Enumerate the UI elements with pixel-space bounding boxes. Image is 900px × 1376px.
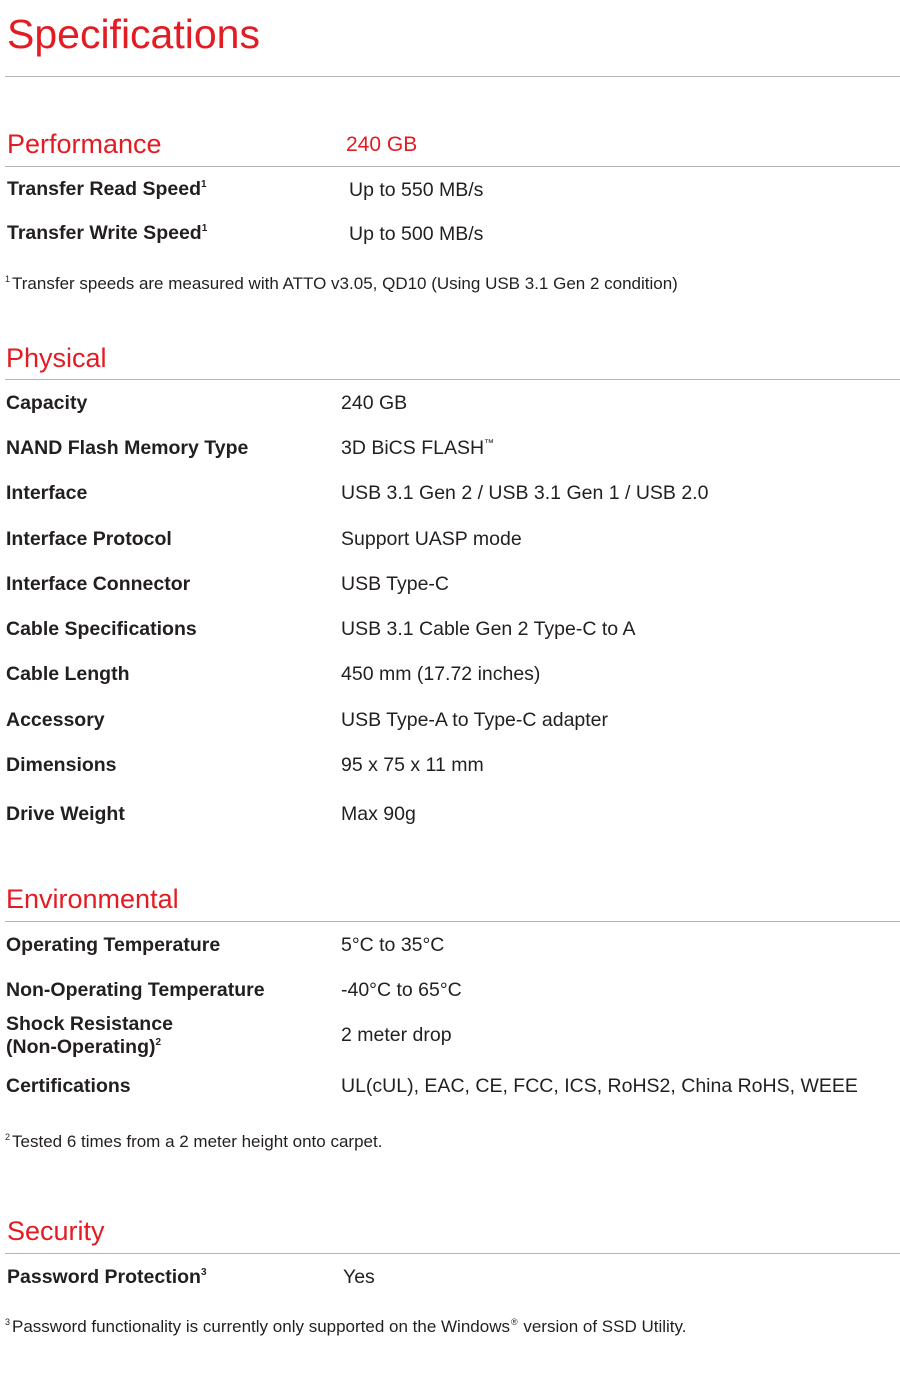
spec-value-operating-temperature: 5°C to 35°C xyxy=(341,934,445,956)
section-heading-security: Security xyxy=(7,1216,105,1246)
spec-value-write-speed: Up to 500 MB/s xyxy=(349,223,484,245)
spec-label-interface: Interface xyxy=(6,482,88,504)
footnote-1: $^1$ Transfer speeds are measured with ATTO v3.05, QD10 (Using USB 3.1 Gen 2 condition) xyxy=(5,274,678,293)
spec-value-interface-protocol: Support UASP mode xyxy=(341,528,522,550)
registered-symbol: ® xyxy=(510,1317,518,1327)
section-divider-performance xyxy=(5,166,900,167)
page-title: Specifications xyxy=(7,11,260,57)
spec-value-dimensions: 95 x 75 x 11 mm xyxy=(341,754,484,776)
spec-value-nand-type: 3D BiCS FLASH™ xyxy=(341,437,495,459)
capacity-column-header: 240 GB xyxy=(346,133,418,156)
spec-value-cable-specifications: USB 3.1 Cable Gen 2 Type-C to A xyxy=(341,618,636,640)
spec-value-accessory: USB Type-A to Type-C adapter xyxy=(341,709,609,731)
spec-value-read-speed: Up to 550 MB/s xyxy=(349,179,484,201)
section-divider-physical xyxy=(5,379,900,380)
spec-value-capacity: 240 GB xyxy=(341,392,408,414)
footnote-3: $^3$ Password functionality is currently only supported on the Windows® version of SSD Utility. xyxy=(5,1317,687,1336)
spec-value-non-operating-temperature: -40°C to 65°C xyxy=(341,979,462,1001)
spec-label-capacity: Capacity xyxy=(6,392,88,414)
footnote-ref: 2 xyxy=(155,1037,162,1049)
section-divider-security xyxy=(5,1253,900,1254)
title-divider xyxy=(5,76,900,77)
spec-label-dimensions: Dimensions xyxy=(6,754,117,776)
spec-value-interface-connector: USB Type-C xyxy=(341,573,450,595)
spec-value-cable-length: 450 mm (17.72 inches) xyxy=(341,663,541,685)
spec-value-interface: USB 3.1 Gen 2 / USB 3.1 Gen 1 / USB 2.0 xyxy=(341,482,709,504)
spec-label-non-operating-temperature: Non-Operating Temperature xyxy=(6,979,265,1001)
footnote-ref: 1 xyxy=(201,223,208,234)
spec-label-interface-connector: Interface Connector xyxy=(6,573,191,595)
spec-label-operating-temperature: Operating Temperature xyxy=(6,934,221,956)
spec-label-nand-type: NAND Flash Memory Type xyxy=(6,437,249,459)
spec-label-cable-specifications: Cable Specifications xyxy=(6,618,197,640)
footnote-2: $^2$ Tested 6 times from a 2 meter height onto carpet. xyxy=(5,1132,383,1151)
section-heading-environmental: Environmental xyxy=(6,884,179,914)
spec-label-password-protection: Password Protection$^3$ xyxy=(7,1266,207,1288)
footnote-ref: 3 xyxy=(200,1267,207,1278)
spec-value-certifications: UL(cUL), EAC, CE, FCC, ICS, RoHS2, China RoHS, WEEE xyxy=(341,1075,858,1097)
spec-value-password-protection: Yes xyxy=(343,1266,375,1288)
spec-label-certifications: Certifications xyxy=(6,1075,131,1097)
trademark-symbol: ™ xyxy=(484,438,495,449)
spec-label-cable-length: Cable Length xyxy=(6,663,130,685)
spec-label-shock-resistance: Shock Resistance (Non-Operating)$^2$ xyxy=(6,1013,173,1059)
section-heading-performance: Performance xyxy=(7,129,162,159)
spec-value-drive-weight: Max 90g xyxy=(341,803,416,825)
spec-label-interface-protocol: Interface Protocol xyxy=(6,528,172,550)
spec-label-drive-weight: Drive Weight xyxy=(6,803,125,825)
spec-label-accessory: Accessory xyxy=(6,709,105,731)
section-divider-environmental xyxy=(5,921,900,922)
spec-value-shock-resistance: 2 meter drop xyxy=(341,1024,452,1046)
section-heading-physical: Physical xyxy=(6,343,107,373)
spec-label-read-speed: Transfer Read Speed$^1$ xyxy=(7,178,207,200)
footnote-ref: 1 xyxy=(201,179,207,190)
spec-label-write-speed: Transfer Write Speed$^1$ xyxy=(7,222,208,244)
